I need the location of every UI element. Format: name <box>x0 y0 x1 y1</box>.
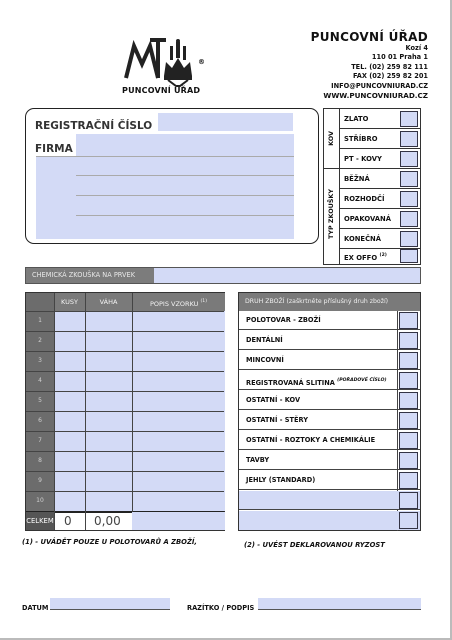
samples-header-description <box>132 293 225 311</box>
test-option-label: KONEČNÁ <box>344 235 382 243</box>
test-option-label: OPAKOVANÁ <box>344 215 391 223</box>
samples-header-weight: VÁHA <box>85 293 132 311</box>
metal-option-gold[interactable] <box>340 109 420 129</box>
samples-header-corner <box>26 293 54 311</box>
test-option-arbitration[interactable] <box>340 189 420 209</box>
metal-option-silver[interactable] <box>340 129 420 149</box>
column-divider <box>85 293 86 530</box>
office-address: Kozí 4 <box>405 44 428 52</box>
row-number: 1 <box>26 311 54 331</box>
goods-item[interactable] <box>239 331 420 350</box>
metal-test-table <box>323 108 421 265</box>
company-field-extra[interactable] <box>36 157 76 239</box>
goods-item-blank[interactable] <box>239 491 420 510</box>
office-fax: FAX (02) 259 82 201 <box>352 72 428 81</box>
stamp-label: RAZÍTKO / PODPIS <box>187 604 255 612</box>
goods-item-checkbox[interactable] <box>399 312 418 329</box>
row-divider <box>26 431 224 432</box>
column-divider <box>132 293 133 530</box>
goods-item-checkbox[interactable] <box>399 352 418 369</box>
ex-offo-note: (2) <box>379 253 387 258</box>
test-option-standard[interactable] <box>340 169 420 189</box>
goods-item[interactable] <box>239 451 420 470</box>
goods-item-label: MINCOVNÍ <box>246 356 284 364</box>
office-title: PUNCOVNÍ ÚŘAD <box>310 30 428 44</box>
metal-option-platinum[interactable] <box>340 149 420 169</box>
goods-item[interactable] <box>239 471 420 490</box>
office-city: 110 01 Praha 1 <box>371 53 428 62</box>
goods-item[interactable] <box>239 351 420 370</box>
samples-header-pieces: KUSY <box>54 293 85 311</box>
metal-gold-checkbox[interactable] <box>400 111 418 127</box>
office-email: INFO@PUNCOVNIURAD.CZ <box>331 81 428 90</box>
goods-item[interactable] <box>239 371 420 390</box>
goods-item[interactable] <box>239 411 420 430</box>
chemical-element-field[interactable] <box>154 268 420 283</box>
row-divider <box>26 371 224 372</box>
row-divider <box>26 311 224 312</box>
goods-item-blank[interactable] <box>239 511 420 530</box>
row-number: 7 <box>26 431 54 451</box>
office-header <box>311 30 428 100</box>
chemical-test-row <box>25 267 421 284</box>
goods-item-checkbox[interactable] <box>399 332 418 349</box>
total-weight: 0,00 <box>94 514 121 528</box>
footnote-1: (1) - UVÁDĚT POUZE U POLOTOVARŮ A ZBOŽÍ, <box>22 538 197 546</box>
goods-item-label: TAVBY <box>246 456 270 464</box>
goods-item-checkbox[interactable] <box>399 492 418 509</box>
row-number: 5 <box>26 391 54 411</box>
goods-item-checkbox[interactable] <box>399 392 418 409</box>
description-header-note: (1) <box>200 299 208 304</box>
goods-item-note: (POŘADOVÉ ČÍSLO) <box>337 378 387 383</box>
metal-platinum-checkbox[interactable] <box>400 151 418 167</box>
goods-item-label: OSTATNÍ - ROZTOKY A CHEMIKÁLIE <box>246 436 376 444</box>
metal-group-label: KOV <box>327 131 335 146</box>
goods-item-checkbox[interactable] <box>399 512 418 529</box>
row-divider <box>26 411 224 412</box>
registration-box <box>25 108 319 244</box>
test-option-repeated[interactable] <box>340 209 420 229</box>
row-divider <box>26 391 224 392</box>
row-divider <box>26 491 224 492</box>
test-type-group-label: TYP ZKOUŠKY <box>327 189 335 239</box>
row-number: 8 <box>26 451 54 471</box>
row-number: 6 <box>26 411 54 431</box>
test-final-checkbox[interactable] <box>400 231 418 247</box>
test-repeated-checkbox[interactable] <box>400 211 418 227</box>
company-label: FIRMA <box>35 143 73 155</box>
row-number: 10 <box>26 491 54 511</box>
row-divider <box>26 471 224 472</box>
metal-option-label: PT - KOVY <box>344 155 382 163</box>
goods-type-header: DRUH ZBOŽÍ (zaškrtněte příslušný druh zboží) <box>239 293 420 311</box>
side-group-divider <box>324 168 340 169</box>
logo-caption: PUNCOVNÍ ÚŘAD <box>122 86 201 95</box>
test-arbitration-checkbox[interactable] <box>400 191 418 207</box>
footnote-2: (2) - UVÉST DEKLAROVANOU RYZOST <box>244 541 385 549</box>
row-number: 2 <box>26 331 54 351</box>
goods-item-label: OSTATNÍ - STĚRY <box>246 416 308 424</box>
goods-type-table <box>238 292 421 531</box>
description-header-label: POPIS VZORKU <box>149 300 199 308</box>
test-option-label: ROZHODČÍ <box>344 195 385 203</box>
samples-table <box>25 292 225 531</box>
registered-mark: ® <box>198 58 205 66</box>
goods-item-checkbox[interactable] <box>399 452 418 469</box>
test-option-label: EX OFFO <box>344 254 378 262</box>
goods-item-label: JEHLY (STANDARD) <box>246 476 316 484</box>
total-label: CELKEM <box>26 512 54 530</box>
test-option-label: BĚŽNÁ <box>344 175 370 183</box>
row-divider <box>26 451 224 452</box>
test-ex-offo-checkbox[interactable] <box>400 249 418 263</box>
test-standard-checkbox[interactable] <box>400 171 418 187</box>
row-divider <box>26 351 224 352</box>
date-label: DATUM <box>22 604 49 612</box>
date-field[interactable] <box>50 598 170 610</box>
metal-option-label: ZLATO <box>344 115 369 123</box>
goods-item[interactable] <box>239 311 420 330</box>
row-number: 3 <box>26 351 54 371</box>
chemical-test-label: CHEMICKÁ ZKOUŠKA NA PRVEK <box>26 268 154 283</box>
goods-item-label: OSTATNÍ - KOV <box>246 396 301 404</box>
test-option-ex-offo[interactable] <box>340 247 420 265</box>
metal-silver-checkbox[interactable] <box>400 131 418 147</box>
office-web: WWW.PUNCOVNIURAD.CZ <box>323 91 428 101</box>
row-number: 4 <box>26 371 54 391</box>
test-option-final[interactable] <box>340 229 420 249</box>
crown-castle-logo-icon <box>120 38 210 88</box>
goods-item[interactable] <box>239 431 420 450</box>
stamp-signature-field[interactable] <box>258 598 421 610</box>
goods-item-label: REGISTROVANÁ SLITINA <box>246 379 335 387</box>
goods-item-checkbox[interactable] <box>399 472 418 489</box>
goods-item[interactable] <box>239 391 420 410</box>
company-field[interactable] <box>76 134 294 239</box>
column-divider <box>54 293 55 530</box>
goods-item-label: POLOTOVAR - ZBOŽÍ <box>246 316 321 324</box>
goods-item-label: DENTÁLNÍ <box>246 336 283 344</box>
metal-option-label: STŘÍBRO <box>344 135 378 143</box>
goods-item-checkbox[interactable] <box>399 372 418 389</box>
total-pieces: 0 <box>64 514 72 528</box>
total-description-cell <box>132 512 225 530</box>
office-tel: TEL. (02) 259 82 111 <box>351 62 428 71</box>
goods-item-checkbox[interactable] <box>399 412 418 429</box>
row-number: 9 <box>26 471 54 491</box>
reg-number-label: REGISTRAČNÍ ČÍSLO <box>35 120 153 132</box>
goods-item-checkbox[interactable] <box>399 432 418 449</box>
row-divider <box>26 331 224 332</box>
reg-number-field[interactable] <box>158 113 293 131</box>
